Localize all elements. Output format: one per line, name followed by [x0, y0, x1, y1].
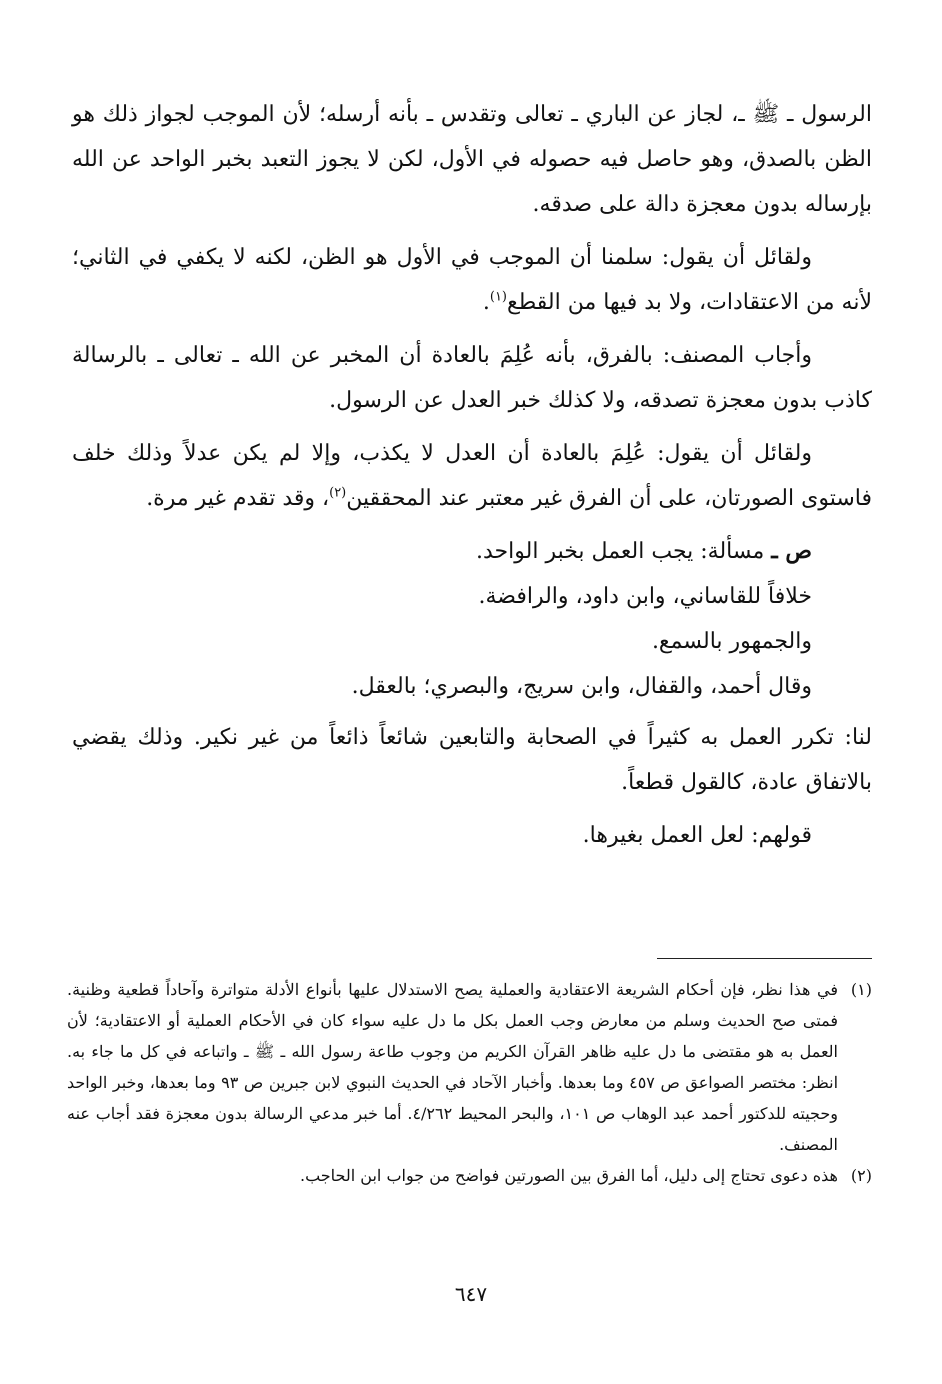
paragraph-4-tail: ، وقد تقدم غير مرة.: [146, 486, 330, 511]
footnote-ref-1[interactable]: (١): [489, 289, 507, 305]
question-tag: ص ـ: [771, 538, 812, 564]
page-number: ٦٤٧: [454, 1282, 488, 1306]
paragraph-2-text: ولقائل أن يقول: سلمنا أن الموجب في الأول هو الظن، لكنه لا يكفي في الثاني؛ لأنه من الاعتقادات، ولا بد فيها من القطع: [72, 245, 872, 315]
question-text: مسألة: يجب العمل بخبر الواحد.: [476, 539, 765, 564]
question-line-4: وقال أحمد، والقفال، وابن سريج، والبصري؛ بالعقل.: [351, 674, 812, 699]
footnote-2-number: (٢): [850, 1166, 872, 1185]
answer-paragraph: لنا: تكرر العمل به كثيراً في الصحابة والتابعين شائعاً ذائعاً من غير نكير. وذلك يقضي بالاتفاق عادة، كالقول قطعاً.: [72, 725, 872, 795]
footnote-ref-2[interactable]: (٢): [329, 485, 347, 501]
question-line-1: [72, 529, 812, 574]
footnotes: [67, 974, 872, 1191]
footnote-2-text: هذه دعوى تحتاج إلى دليل، أما الفرق بين الصورتين فواضح من جواب ابن الحاجب.: [299, 1166, 838, 1185]
question-block: [72, 529, 872, 709]
footnote-1-number: (١): [850, 980, 872, 999]
footnote-1-text: في هذا نظر، فإن أحكام الشريعة الاعتقادية والعملية يصح الاستدلال عليها بأنواع الأدلة متواترة وآحاداً قطعية وظنية. فمتى صح الحديث وسلم من معارض وجب العمل بكل ما دل عليه سواء كان في الأحكام العملية أو الاعتقادية؛ لأن العمل به هو مقتضى ما دل عليه ظاهر القرآن الكريم من وجوب طاعة رسول الله ـ ﷺ ـ واتباعه في كل ما جاء به. انظر: مختصر الصواعق ص ٤٥٧ وما بعدها. وأخبار الآحاد في الحديث النبوي لابن جبرين ص ٩٣ وما بعدها، وخبر الواحد وحجيته للدكتور أحمد عبد الوهاب ص ١٠١، والبحر المحيط ٤/٢٦٢. أما خبر مدعي الرسالة بدون معجزة فقد أجاب عنه المصنف.: [67, 980, 839, 1154]
paragraph-4-text: ولقائل أن يقول: عُلِمَ بالعادة أن العدل لا يكذب، وإلا لم يكن عدلاً وذلك خلف فاستوى الصورتان، على أن الفرق غير معتبر عند المحققين: [72, 441, 872, 511]
paragraph-2: ولقائل أن يقول: سلمنا أن الموجب في الأول هو الظن، لكنه لا يكفي في الثاني؛ لأنه من الاعتقادات، ولا بد فيها من القطع$^{(١)}$.: [72, 245, 872, 315]
objection-paragraph: قولهم: لعل العمل بغيرها.: [582, 823, 812, 848]
main-text: [72, 92, 872, 866]
footnote-1: [67, 974, 872, 1160]
paragraph-3: وأجاب المصنف: بالفرق، بأنه عُلِمَ بالعادة أن المخبر عن الله ـ تعالى ـ بالرسالة كاذب بدون معجزة تصدقه، ولا كذلك خبر العدل عن الرسول.: [72, 343, 872, 413]
footnote-separator: [657, 958, 872, 959]
footnote-2: [67, 1160, 872, 1191]
paragraph-1: الرسول ـ ﷺ ـ، لجاز عن الباري ـ تعالى وتقدس ـ بأنه أرسله؛ لأن الموجب لجواز ذلك هو الظن بالصدق، وهو حاصل فيه حصوله في الأول، لكن لا يجوز التعبد بخبر الواحد عن الله بإرساله بدون معجزة دالة على صدقه.: [72, 102, 872, 217]
paragraph-4: [72, 431, 872, 521]
question-line-2: خلافاً للقاساني، وابن داود، والرافضة.: [478, 584, 812, 609]
question-line-3: والجمهور بالسمع.: [651, 629, 812, 654]
